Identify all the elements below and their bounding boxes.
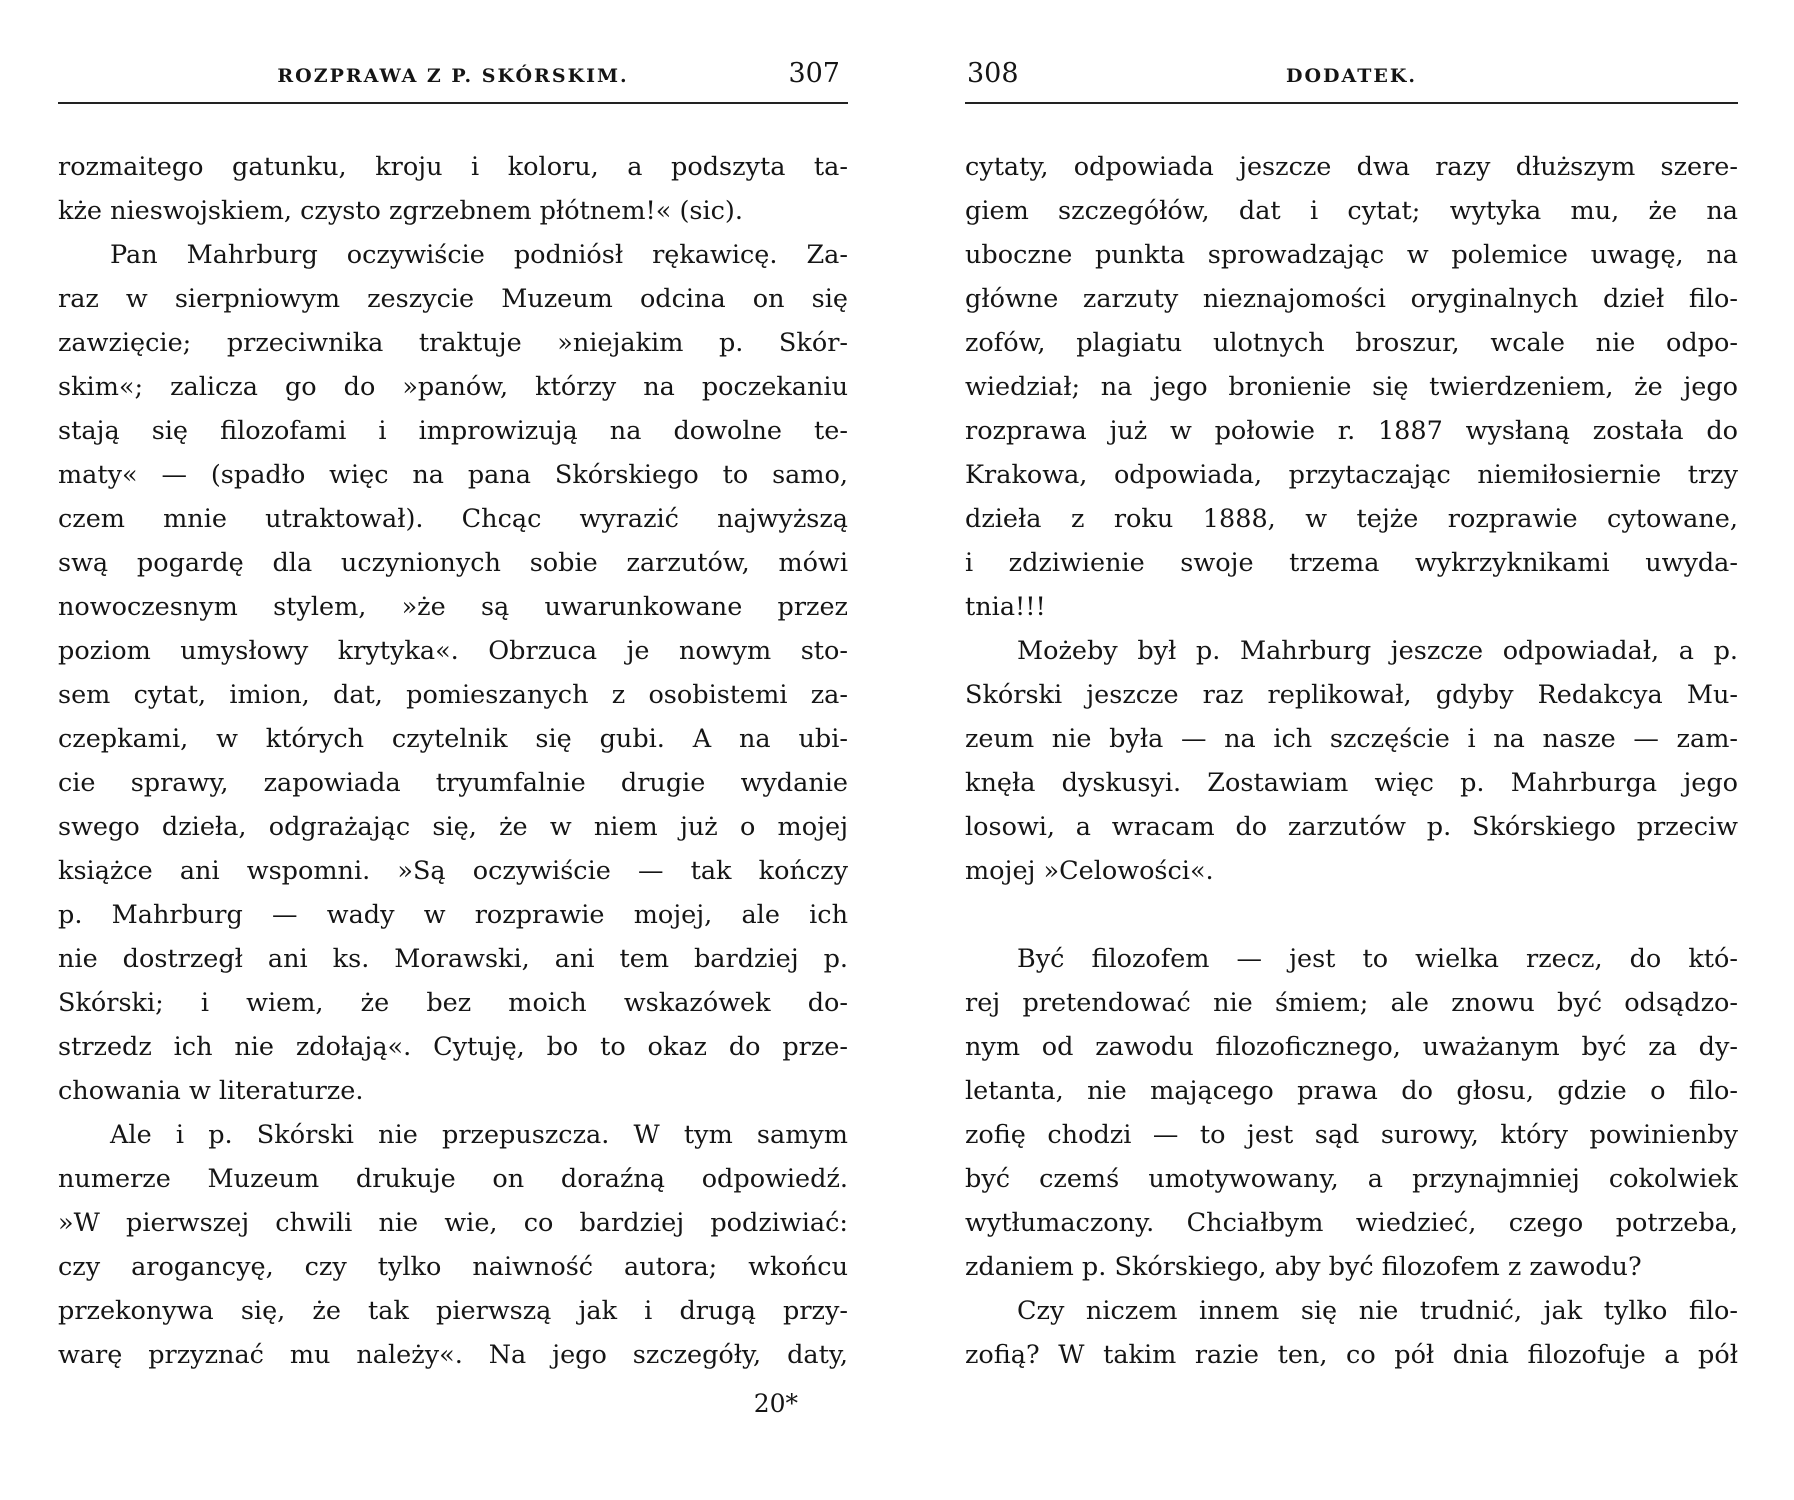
text-line: uboczne punkta sprowadzając w polemice uwagę, na [965, 240, 1738, 270]
text-line: letanta, nie mającego prawa do głosu, gdzie o filo- [965, 1076, 1738, 1106]
running-head [965, 58, 1738, 98]
text-line: rozprawa już w połowie r. 1887 wysłaną została do [965, 416, 1738, 446]
text-line: Skórski jeszcze raz replikował, gdyby Redakcya Mu- [965, 680, 1738, 710]
signature-mark: 20* [753, 1389, 798, 1418]
text-line: książce ani wspomni. »Są oczywiście — tak kończy [58, 856, 848, 886]
text-line: nym od zawodu filozoficznego, uważanym być za dy- [965, 1032, 1738, 1062]
page-number: 308 [967, 58, 1019, 89]
header-rule [58, 102, 848, 104]
text-line: zofię chodzi — to jest sąd surowy, który powinienby [965, 1120, 1738, 1150]
text-line: zawzięcie; przeciwnika traktuje »niejakim p. Skór- [58, 328, 848, 358]
text-line: przekonywa się, że tak pierwszą jak i drugą przy- [58, 1296, 848, 1326]
text-line: Krakowa, odpowiada, przytaczając niemiłosiernie trzy [965, 460, 1738, 490]
text-line: zdaniem p. Skórskiego, aby być filozofem z zawodu? [965, 1252, 1642, 1282]
text-line: główne zarzuty nieznajomości oryginalnych dzieł filo- [965, 284, 1738, 314]
text-line: zofią? W takim razie ten, co pół dnia filozofuje a pół [965, 1340, 1738, 1370]
page-text [965, 145, 1738, 1377]
text-line: Ale i p. Skórski nie przepuszcza. W tym samym [110, 1120, 848, 1150]
text-line: losowi, a wracam do zarzutów p. Skórskiego przeciw [965, 812, 1738, 842]
text-line: chowania w literaturze. [58, 1076, 364, 1106]
text-line: knęła dyskusyi. Zostawiam więc p. Mahrburga jego [965, 768, 1738, 798]
text-line: zeum nie była — na ich szczęście i na nasze — zam- [965, 724, 1738, 754]
text-line: p. Mahrburg — wady w rozprawie mojej, ale ich [58, 900, 848, 930]
text-line: cie sprawy, zapowiada tryumfalnie drugie wydanie [58, 768, 848, 798]
text-line: numerze Muzeum drukuje on doraźną odpowiedź. [58, 1164, 848, 1194]
text-line: czy arogancyę, czy tylko naiwność autora; wkońcu [58, 1252, 848, 1282]
text-line: poziom umysłowy krytyka«. Obrzuca je nowym sto- [58, 636, 848, 666]
text-line: stają się filozofami i improwizują na dowolne te- [58, 416, 848, 446]
text-line: nie dostrzegł ani ks. Morawski, ani tem bardziej p. [58, 944, 848, 974]
text-line: strzedz ich nie zdołają«. Cytuję, bo to okaz do prze- [58, 1032, 848, 1062]
text-line: rozmaitego gatunku, kroju i koloru, a podszyta ta- [58, 152, 848, 182]
text-line: wytłumaczony. Chciałbym wiedzieć, czego potrzeba, [965, 1208, 1738, 1238]
text-line: czem mnie utraktował). Chcąc wyrazić najwyższą [58, 504, 848, 534]
running-head-title: ROZPRAWA Z P. SKÓRSKIM. [277, 65, 629, 87]
page-number: 307 [788, 58, 840, 89]
text-line: nowoczesnym stylem, »że są uwarunkowane przez [58, 592, 848, 622]
text-line: sem cytat, imion, dat, pomieszanych z osobistemi za- [58, 680, 848, 710]
text-line: giem szczegółów, dat i cytat; wytyka mu, że na [965, 196, 1738, 226]
text-line: »W pierwszej chwili nie wie, co bardziej podziwiać: [58, 1208, 848, 1238]
running-head-title: DODATEK. [1286, 65, 1417, 87]
text-line: swego dzieła, odgrażając się, że w niem już o mojej [58, 812, 848, 842]
text-line: czepkami, w których czytelnik się gubi. A na ubi- [58, 724, 848, 754]
text-line: maty« — (spadło więc na pana Skórskiego to samo, [58, 460, 848, 490]
text-line: Być filozofem — jest to wielka rzecz, do któ- [1017, 944, 1738, 974]
text-line: tnia!!! [965, 592, 1046, 622]
text-line: być czemś umotywowany, a przynajmniej cokolwiek [965, 1164, 1738, 1194]
text-line: mojej »Celowości«. [965, 856, 1214, 886]
text-line: rej pretendować nie śmiem; ale znowu być odsądzo- [965, 988, 1738, 1018]
text-line: Możeby był p. Mahrburg jeszcze odpowiadał, a p. [1017, 636, 1738, 666]
text-line: Skórski; i wiem, że bez moich wskazówek do- [58, 988, 848, 1018]
text-line: warę przyznać mu należy«. Na jego szczegóły, daty, [58, 1340, 848, 1370]
text-line: cytaty, odpowiada jeszcze dwa razy dłuższym szere- [965, 152, 1738, 182]
text-line: raz w sierpniowym zeszycie Muzeum odcina on się [58, 284, 848, 314]
text-line: kże nieswojskiem, czysto zgrzebnem płótnem!« (sic). [58, 196, 743, 226]
header-rule [965, 102, 1738, 104]
text-line: wiedział; na jego bronienie się twierdzeniem, że jego [965, 372, 1738, 402]
text-line: Czy niczem innem się nie trudnić, jak tylko filo- [1017, 1296, 1738, 1326]
text-line: zofów, plagiatu ulotnych broszur, wcale nie odpo- [965, 328, 1738, 358]
text-line: swą pogardę dla uczynionych sobie zarzutów, mówi [58, 548, 848, 578]
text-line: skim«; zalicza go do »panów, którzy na poczekaniu [58, 372, 848, 402]
text-line: i zdziwienie swoje trzema wykrzyknikami uwyda- [965, 548, 1738, 578]
text-line: Pan Mahrburg oczywiście podniósł rękawicę. Za- [110, 240, 848, 270]
page-text [58, 145, 848, 1377]
text-line: dzieła z roku 1888, w tejże rozprawie cytowane, [965, 504, 1738, 534]
running-head [58, 58, 848, 98]
